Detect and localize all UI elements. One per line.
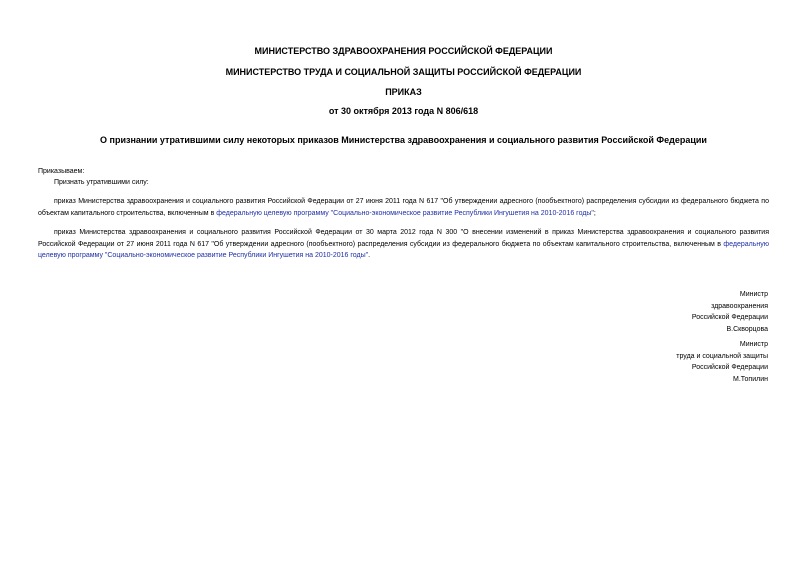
ministry-health-heading: МИНИСТЕРСТВО ЗДРАВООХРАНЕНИЯ РОССИЙСКОЙ ФЕДЕРАЦИИ	[254, 46, 553, 56]
signature-position: Российской Федерации	[691, 314, 768, 322]
item-text-after: .	[368, 252, 371, 259]
ministry-labor-heading: МИНИСТЕРСТВО ТРУДА И СОЦИАЛЬНОЙ ЗАЩИТЫ РОССИЙСКОЙ ФЕДЕРАЦИИ	[225, 67, 582, 77]
item-text-before: приказ Министерства здравоохранения и социального развития Российской Федерации от 27 июня 2011 года N 617 "Об утверждении адресного (пообъектного) распределения субсидии из федерального бюджета по объектам капитального строительства, включенным в	[38, 198, 769, 217]
signatory-name: В.Скворцова	[726, 326, 768, 334]
item-text-after: ;	[593, 209, 596, 217]
signature-position: труда и социальной защиты	[676, 352, 768, 360]
signature-position: Министр	[739, 341, 768, 348]
signature-block-health	[692, 289, 768, 336]
signatory-name: М.Топилин	[733, 376, 768, 384]
program-link[interactable]: федеральную целевую программу "Социально-экономическое развитие Республики Ингушетия на 2010-2016 годы"	[38, 240, 769, 259]
signature-position: Российской Федерации	[691, 364, 768, 372]
document-title: О признании утратившими силу некоторых приказов Министерства здравоохранения и социального развития Российской Федерации	[100, 135, 707, 145]
signature-position: Министр	[739, 291, 768, 298]
list-item	[38, 227, 769, 262]
document-type: ПРИКАЗ	[385, 87, 422, 97]
declare-line: Признать утратившими силу:	[54, 179, 149, 186]
order-word: Приказываем:	[38, 168, 85, 175]
document-date-number: от 30 октября 2013 года N 806/618	[328, 106, 479, 116]
signature-block-labor	[676, 339, 768, 386]
signature-position: здравоохранения	[711, 302, 768, 310]
list-item	[38, 196, 769, 219]
item-text-before: приказ Министерства здравоохранения и социального развития Российской Федерации от 30 марта 2012 года N 300 "О внесении изменений в приказ Министерства здравоохранения и социального развития Российской Федерации от 27 июня 2011 года N 617 "Об утверждении адресного (пообъектного) распределения субсидии из федерального бюджета по объектам капитального строительства, включенным в	[38, 229, 769, 248]
program-link[interactable]: федеральную целевую программу "Социально-экономическое развитие Республики Ингушетия на 2010-2016 годы"	[216, 209, 594, 217]
